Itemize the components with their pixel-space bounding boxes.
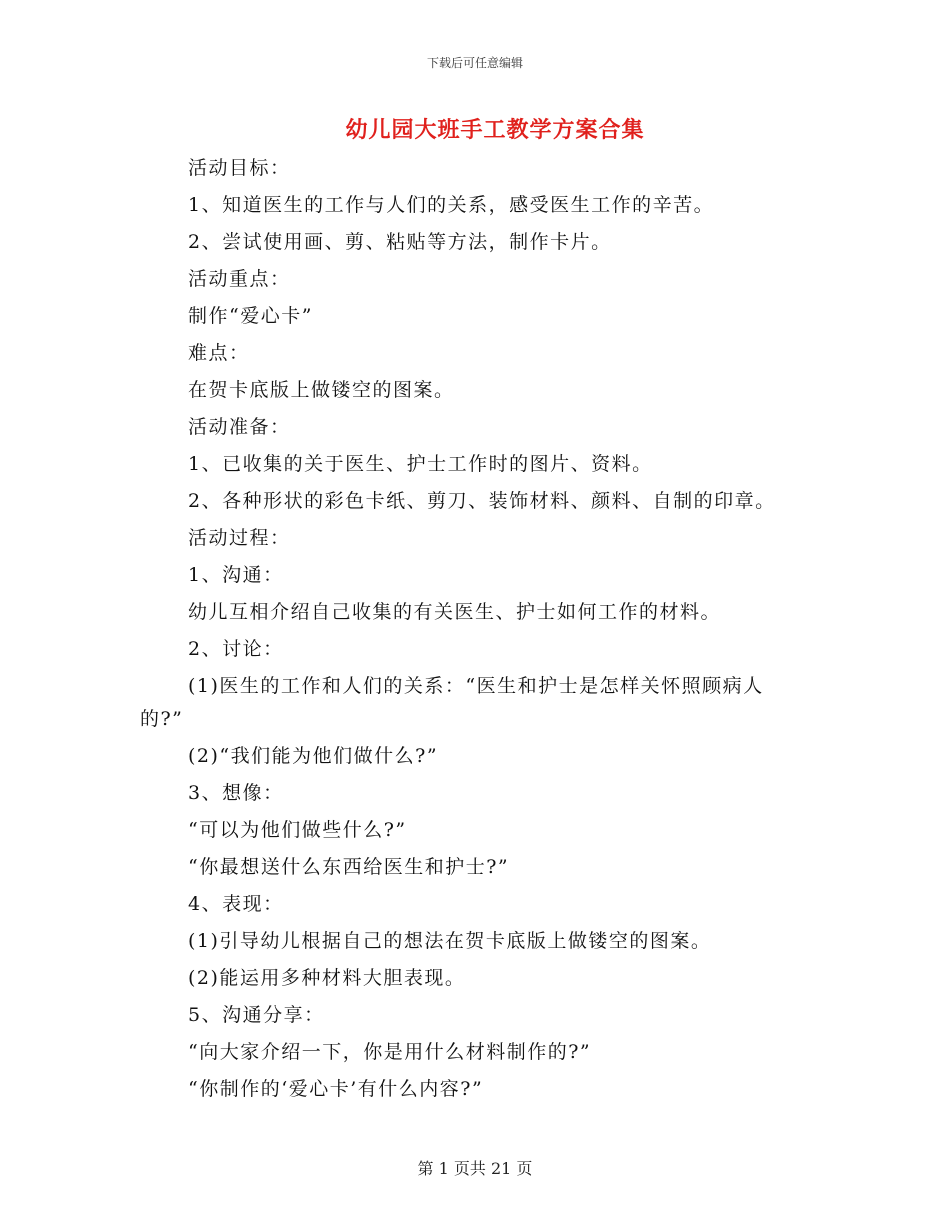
- text-line: 活动目标：: [188, 157, 291, 179]
- header-note: 下载后可任意编辑: [426, 56, 523, 70]
- text-line: 难点：: [188, 342, 250, 364]
- document-body: [140, 150, 810, 1108]
- text-line: 活动过程：: [188, 527, 291, 549]
- text-line: (1)引导幼儿根据自己的想法在贺卡底版上做镂空的图案。: [188, 930, 712, 952]
- text-line: 幼儿互相介绍自己收集的有关医生、护士如何工作的材料。: [188, 601, 722, 623]
- text-line: 活动重点：: [188, 268, 291, 290]
- page-footer: 第 1 页共 21 页: [417, 1159, 533, 1178]
- text-line: “向大家介绍一下，你是用什么材料制作的?”: [188, 1041, 592, 1063]
- document-title: 幼儿园大班手工教学方案合集: [345, 117, 645, 143]
- text-line: 2、各种形状的彩色卡纸、剪刀、装饰材料、颜料、自制的印章。: [188, 490, 776, 512]
- text-line: 5、沟通分享：: [188, 1004, 325, 1026]
- text-line: 2、尝试使用画、剪、粘贴等方法，制作卡片。: [188, 231, 612, 253]
- text-line: (2)“我们能为他们做什么?”: [188, 745, 439, 767]
- text-line: 制作“爱心卡”: [188, 305, 313, 327]
- text-line: 1、已收集的关于医生、护士工作时的图片、资料。: [188, 453, 653, 475]
- text-line: 活动准备：: [188, 416, 291, 438]
- text-line-continued: 的?”: [140, 708, 184, 730]
- text-line: “可以为他们做些什么?”: [188, 819, 407, 841]
- text-line: 在贺卡底版上做镂空的图案。: [188, 379, 455, 401]
- text-line: 1、知道医生的工作与人们的关系，感受医生工作的辛苦。: [188, 194, 715, 216]
- text-line: (1)医生的工作和人们的关系：“医生和护士是怎样关怀照顾病人: [188, 675, 764, 697]
- text-line: 3、想像：: [188, 782, 284, 804]
- text-line: 1、沟通：: [188, 564, 284, 586]
- text-line: “你制作的‘爱心卡’有什么内容?”: [188, 1078, 484, 1100]
- text-line: (2)能运用多种材料大胆表现。: [188, 967, 466, 989]
- text-line: 4、表现：: [188, 893, 284, 915]
- text-line: 2、讨论：: [188, 638, 284, 660]
- text-line: “你最想送什么东西给医生和护士?”: [188, 856, 510, 878]
